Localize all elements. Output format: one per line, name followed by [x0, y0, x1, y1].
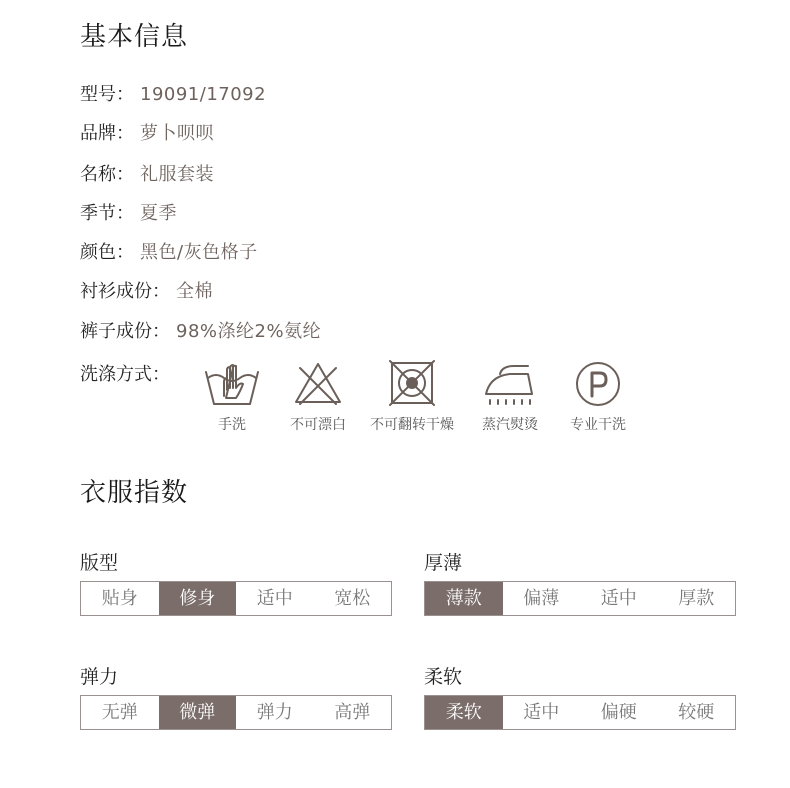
- info-label: 名称：: [80, 164, 134, 185]
- info-row-brand: [80, 119, 214, 145]
- scale-option: 宽松: [334, 588, 371, 609]
- info-value: 礼服套装: [140, 164, 214, 185]
- info-value: 19091/17092: [140, 84, 267, 105]
- scale-option-selected: 微弹: [159, 696, 237, 729]
- clothing-index-title: 衣服指数: [80, 478, 189, 508]
- info-label: 品牌：: [80, 123, 134, 144]
- care-label: 洗涤方式：: [80, 364, 170, 385]
- info-label: 裤子成份：: [80, 321, 170, 342]
- scale-option: 较硬: [678, 702, 715, 723]
- index-group-elasticity: [80, 662, 392, 730]
- steam-iron-icon: [480, 360, 540, 408]
- care-item-no-tumble-dry: [357, 360, 467, 434]
- scale-option-selected: 柔软: [425, 696, 503, 729]
- softness-scale: [424, 695, 736, 730]
- index-group-title: 弹力: [80, 666, 119, 688]
- care-caption: 专业干洗: [570, 417, 626, 433]
- thickness-scale: [424, 581, 736, 616]
- scale-option: 适中: [600, 588, 637, 609]
- index-group-title: 厚薄: [424, 552, 463, 574]
- scale-option: 贴身: [101, 588, 138, 609]
- no-bleach-icon: [288, 360, 348, 408]
- index-group-softness: [424, 662, 736, 730]
- care-caption: 不可翻转干燥: [370, 417, 454, 433]
- info-label: 季节：: [80, 203, 134, 224]
- index-group-title: 版型: [80, 552, 119, 574]
- no-tumble-dry-icon: [382, 360, 442, 408]
- basic-info-title: 基本信息: [80, 22, 189, 52]
- index-group-thickness: [424, 548, 736, 616]
- info-value: 萝卜呗呗: [140, 123, 214, 144]
- info-label: 衬衫成份：: [80, 281, 170, 302]
- scale-option: 偏薄: [523, 588, 560, 609]
- index-group-fit: [80, 548, 392, 616]
- hand-wash-icon: [202, 360, 262, 408]
- scale-option-selected: 修身: [159, 582, 237, 615]
- info-value: 98%涤纶2%氨纶: [176, 321, 322, 342]
- dry-clean-icon: [568, 360, 628, 408]
- scale-option: 弹力: [256, 702, 293, 723]
- scale-option: 偏硬: [600, 702, 637, 723]
- info-label: 型号：: [80, 84, 134, 105]
- info-row-pants-material: [80, 317, 321, 343]
- scale-option: 适中: [256, 588, 293, 609]
- info-row-name: [80, 160, 214, 186]
- elasticity-scale: [80, 695, 392, 730]
- care-caption: 不可漂白: [290, 417, 346, 433]
- scale-option-selected: 薄款: [425, 582, 503, 615]
- info-row-model: [80, 80, 266, 106]
- care-caption: 手洗: [218, 417, 246, 433]
- scale-option: 无弹: [101, 702, 138, 723]
- info-label: 颜色：: [80, 242, 134, 263]
- info-value: 全棉: [176, 281, 213, 302]
- info-row-shirt-material: [80, 277, 213, 303]
- info-row-color: [80, 238, 258, 264]
- care-item-dry-clean: [543, 360, 653, 434]
- scale-option: 高弹: [334, 702, 371, 723]
- index-group-title: 柔软: [424, 666, 463, 688]
- info-row-season: [80, 199, 177, 225]
- info-value: 黑色/灰色格子: [140, 242, 258, 263]
- info-value: 夏季: [140, 203, 177, 224]
- scale-option: 厚款: [678, 588, 715, 609]
- scale-option: 适中: [523, 702, 560, 723]
- care-caption: 蒸汽熨烫: [482, 417, 538, 433]
- fit-scale: [80, 581, 392, 616]
